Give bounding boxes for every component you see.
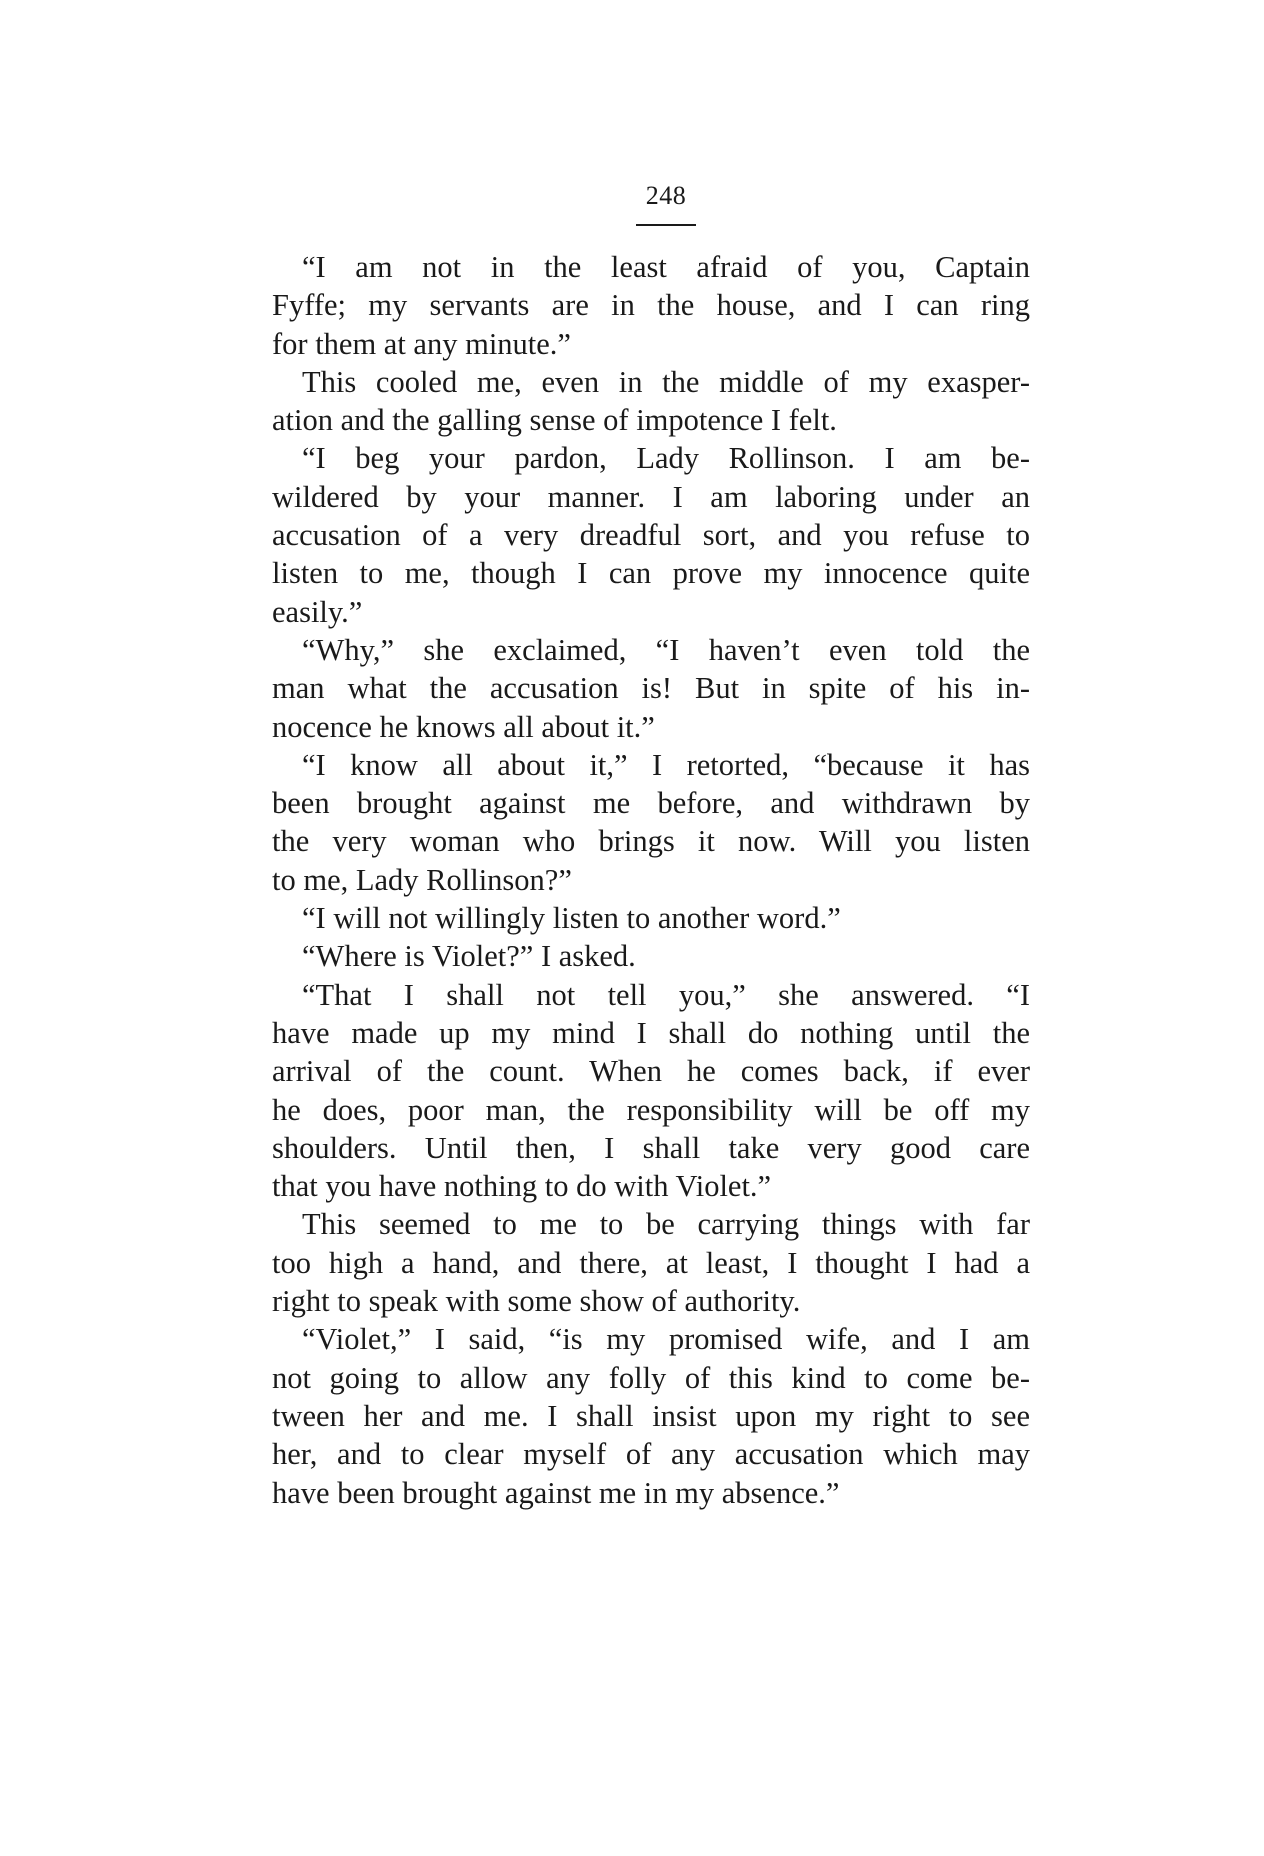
text-line: “Violet,” I said, “is my promised wife, and I am: [302, 1322, 1030, 1357]
text-line: man what the accusation is! But in spite of his in-: [272, 671, 1030, 706]
text-line: right to speak with some show of authority.: [272, 1284, 801, 1319]
text-line: listen to me, though I can prove my innocence quite: [272, 556, 1030, 591]
text-line: “Why,” she exclaimed, “I haven’t even told the: [302, 632, 1030, 667]
text-line: “I beg your pardon, Lady Rollinson. I am be-: [302, 441, 1030, 476]
text-line: arrival of the count. When he comes back, if ever: [272, 1054, 1030, 1089]
text-line: accusation of a very dreadful sort, and you refuse to: [272, 518, 1030, 553]
text-line: ation and the galling sense of impotence I felt.: [272, 403, 837, 438]
text-line: her, and to clear myself of any accusation which may: [272, 1437, 1030, 1472]
text-line: “That I shall not tell you,” she answered. “I: [302, 977, 1030, 1012]
text-line: too high a hand, and there, at least, I thought I had a: [272, 1245, 1030, 1280]
text-line: not going to allow any folly of this kind to come be-: [272, 1360, 1030, 1395]
text-line: wildered by your manner. I am laboring under an: [272, 479, 1030, 514]
text-line: have been brought against me in my absence.”: [272, 1475, 840, 1510]
page-number-rule: [636, 224, 696, 226]
text-line: the very woman who brings it now. Will you listen: [272, 824, 1030, 859]
page-number: 248: [645, 181, 687, 210]
text-line: for them at any minute.”: [272, 326, 571, 361]
text-line: he does, poor man, the responsibility will be off my: [272, 1092, 1030, 1127]
text-line: “I know all about it,” I retorted, “because it has: [302, 747, 1030, 782]
text-line: “Where is Violet?” I asked.: [302, 939, 636, 974]
text-line: that you have nothing to do with Violet.”: [272, 1169, 772, 1204]
text-line: “I will not willingly listen to another word.”: [302, 901, 841, 936]
body-text: [272, 248, 1030, 1512]
text-line: Fyffe; my servants are in the house, and I can ring: [272, 288, 1030, 323]
text-line: This cooled me, even in the middle of my exasper-: [302, 364, 1030, 399]
text-line: been brought against me before, and withdrawn by: [272, 786, 1030, 821]
text-line: nocence he knows all about it.”: [272, 709, 655, 744]
text-line: have made up my mind I shall do nothing until the: [272, 1015, 1030, 1050]
text-line: This seemed to me to be carrying things with far: [302, 1207, 1030, 1242]
text-line: tween her and me. I shall insist upon my right to see: [272, 1398, 1030, 1433]
text-line: easily.”: [272, 594, 363, 629]
text-line: to me, Lady Rollinson?”: [272, 862, 572, 897]
text-line: “I am not in the least afraid of you, Captain: [302, 250, 1030, 284]
text-line: shoulders. Until then, I shall take very good care: [272, 1130, 1030, 1165]
